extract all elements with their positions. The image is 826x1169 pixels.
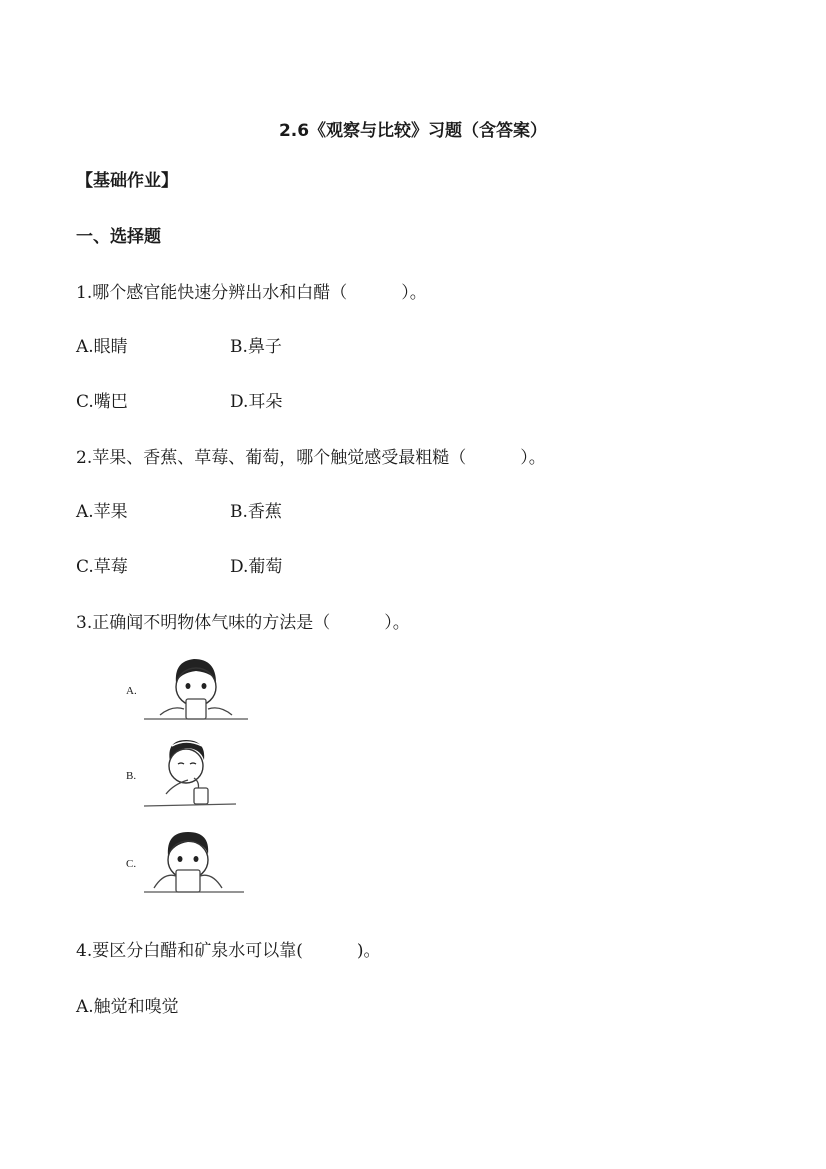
child-holding-cup-icon [144,828,248,898]
figure-option-a [120,655,250,727]
question-2-option-c: C.草莓 [76,557,128,577]
figure-option-b-label: B. [126,770,137,782]
question-3-stem: 3.正确闻不明物体气味的方法是（ ）。 [76,613,410,633]
question-1-option-b: B.鼻子 [230,337,282,357]
question-4-option-a: A.触觉和嗅觉 [76,997,179,1017]
child-fanning-smell-icon [144,738,248,810]
figure-option-c-label: C. [126,858,137,870]
question-1-option-c: C.嘴巴 [76,392,128,412]
question-1-stem: 1.哪个感官能快速分辨出水和白醋（ ）。 [76,283,427,303]
figure-option-c [120,828,250,900]
question-2-option-d: D.葡萄 [230,557,283,577]
question-1-option-a: A.眼睛 [76,337,128,357]
question-4-stem: 4.要区分白醋和矿泉水可以靠( )。 [76,941,381,961]
part-heading: 一、选择题 [76,227,161,247]
question-2-stem: 2.苹果、香蕉、草莓、葡萄，哪个触觉感受最粗糙（ ）。 [76,448,546,468]
figure-option-b [120,738,250,810]
question-1-option-d: D.耳朵 [230,392,283,412]
child-sniffing-directly-icon [144,655,248,725]
section-heading: 【基础作业】 [76,171,178,191]
question-2-option-b: B.香蕉 [230,502,282,522]
page-title: 2.6《观察与比较》习题（含答案） [278,121,548,141]
figure-option-a-label: A. [126,685,137,697]
question-2-option-a: A.苹果 [76,502,128,522]
